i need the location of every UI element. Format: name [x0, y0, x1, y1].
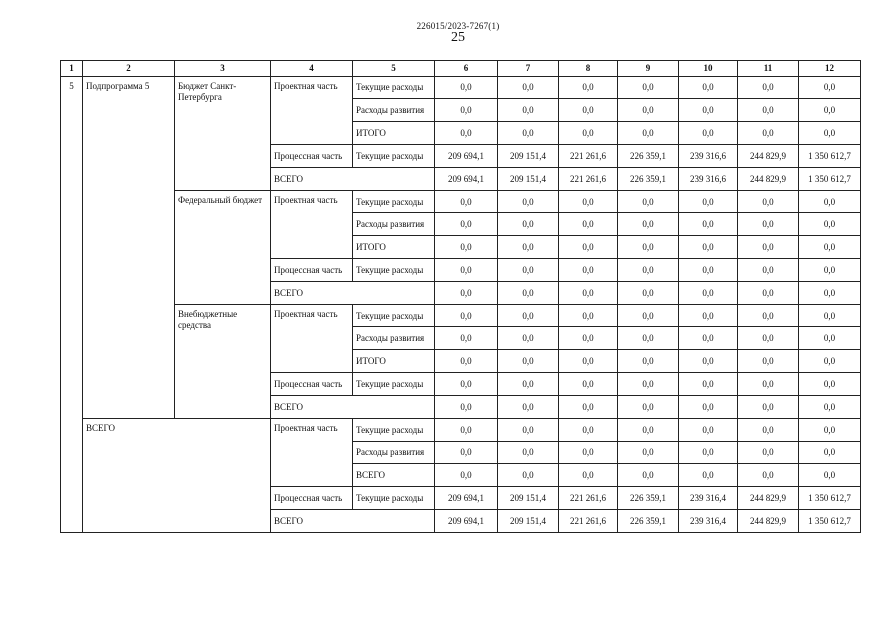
budget-table: [60, 60, 861, 533]
project-part-cell: Проектная часть: [271, 418, 353, 486]
value-cell: 221 261,6: [559, 509, 618, 532]
value-cell: 0,0: [618, 418, 679, 441]
value-cell: 0,0: [679, 236, 738, 259]
value-cell: 1 350 612,7: [799, 487, 861, 510]
expense-type-cell: ИТОГО: [353, 350, 435, 373]
value-cell: 0,0: [435, 418, 498, 441]
column-number-row: [61, 61, 861, 77]
value-cell: 226 359,1: [618, 487, 679, 510]
value-cell: 0,0: [738, 418, 799, 441]
value-cell: 0,0: [679, 418, 738, 441]
value-cell: 221 261,6: [559, 487, 618, 510]
value-cell: 0,0: [799, 76, 861, 99]
value-cell: 221 261,6: [559, 167, 618, 190]
value-cell: 0,0: [498, 418, 559, 441]
expense-type-cell: ИТОГО: [353, 236, 435, 259]
value-cell: 0,0: [559, 281, 618, 304]
value-cell: 0,0: [738, 464, 799, 487]
process-part-cell: Процессная часть: [271, 373, 353, 396]
grand-total-label-cell: ВСЕГО: [83, 418, 271, 532]
value-cell: 0,0: [738, 259, 799, 282]
value-cell: 0,0: [738, 441, 799, 464]
total-label-cell: ВСЕГО: [271, 167, 435, 190]
value-cell: 239 316,6: [679, 144, 738, 167]
value-cell: 0,0: [435, 122, 498, 145]
value-cell: 0,0: [435, 99, 498, 122]
value-cell: 209 151,4: [498, 509, 559, 532]
value-cell: 0,0: [559, 327, 618, 350]
funding-source-cell: Внебюджетные средства: [175, 304, 271, 418]
value-cell: 1 350 612,7: [799, 167, 861, 190]
total-label-cell: ВСЕГО: [271, 395, 435, 418]
value-cell: 0,0: [435, 327, 498, 350]
value-cell: 0,0: [799, 464, 861, 487]
value-cell: 0,0: [435, 281, 498, 304]
value-cell: 0,0: [618, 190, 679, 213]
value-cell: 0,0: [799, 213, 861, 236]
value-cell: 0,0: [559, 464, 618, 487]
value-cell: 0,0: [498, 441, 559, 464]
expense-type-cell: Расходы развития: [353, 327, 435, 350]
expense-type-cell: Текущие расходы: [353, 144, 435, 167]
column-number-cell: 6: [435, 61, 498, 77]
expense-type-cell: Текущие расходы: [353, 373, 435, 396]
row-number-cell: 5: [61, 76, 83, 532]
column-number-cell: 11: [738, 61, 799, 77]
value-cell: 209 694,1: [435, 144, 498, 167]
value-cell: 0,0: [799, 99, 861, 122]
value-cell: 0,0: [498, 213, 559, 236]
value-cell: 239 316,4: [679, 487, 738, 510]
value-cell: 0,0: [679, 122, 738, 145]
value-cell: 0,0: [679, 350, 738, 373]
value-cell: 0,0: [799, 236, 861, 259]
column-number-cell: 8: [559, 61, 618, 77]
value-cell: 0,0: [498, 395, 559, 418]
value-cell: 0,0: [679, 395, 738, 418]
value-cell: 0,0: [435, 350, 498, 373]
funding-source-cell: Бюджет Санкт-Петербурга: [175, 76, 271, 190]
value-cell: 0,0: [679, 99, 738, 122]
expense-type-cell: ВСЕГО: [353, 464, 435, 487]
page-number: 25: [451, 30, 465, 45]
value-cell: 226 359,1: [618, 509, 679, 532]
value-cell: 0,0: [435, 213, 498, 236]
column-number-cell: 1: [61, 61, 83, 77]
column-number-cell: 5: [353, 61, 435, 77]
expense-type-cell: ИТОГО: [353, 122, 435, 145]
value-cell: 209 151,4: [498, 167, 559, 190]
value-cell: 0,0: [618, 304, 679, 327]
value-cell: 0,0: [738, 122, 799, 145]
value-cell: 0,0: [559, 99, 618, 122]
expense-type-cell: Текущие расходы: [353, 418, 435, 441]
value-cell: 0,0: [799, 418, 861, 441]
value-cell: 0,0: [559, 190, 618, 213]
value-cell: 0,0: [618, 99, 679, 122]
column-number-cell: 7: [498, 61, 559, 77]
value-cell: 226 359,1: [618, 144, 679, 167]
value-cell: 209 694,1: [435, 487, 498, 510]
value-cell: 0,0: [435, 76, 498, 99]
value-cell: 0,0: [498, 259, 559, 282]
value-cell: 0,0: [799, 395, 861, 418]
value-cell: 0,0: [498, 281, 559, 304]
column-number-cell: 9: [618, 61, 679, 77]
value-cell: 0,0: [618, 281, 679, 304]
value-cell: 0,0: [679, 373, 738, 396]
value-cell: 226 359,1: [618, 167, 679, 190]
value-cell: 0,0: [559, 236, 618, 259]
column-number-cell: 10: [679, 61, 738, 77]
value-cell: 0,0: [738, 350, 799, 373]
value-cell: 239 316,4: [679, 509, 738, 532]
value-cell: 0,0: [498, 373, 559, 396]
value-cell: 0,0: [559, 76, 618, 99]
value-cell: 0,0: [679, 76, 738, 99]
value-cell: 0,0: [738, 76, 799, 99]
value-cell: 0,0: [498, 304, 559, 327]
column-number-cell: 4: [271, 61, 353, 77]
process-part-cell: Процессная часть: [271, 259, 353, 282]
value-cell: 0,0: [618, 327, 679, 350]
value-cell: 0,0: [799, 259, 861, 282]
value-cell: 0,0: [738, 327, 799, 350]
value-cell: 0,0: [435, 441, 498, 464]
value-cell: 0,0: [738, 236, 799, 259]
value-cell: 0,0: [498, 190, 559, 213]
project-part-cell: Проектная часть: [271, 304, 353, 372]
value-cell: 0,0: [799, 441, 861, 464]
value-cell: 0,0: [435, 304, 498, 327]
value-cell: 0,0: [435, 395, 498, 418]
value-cell: 0,0: [498, 350, 559, 373]
value-cell: 0,0: [618, 236, 679, 259]
value-cell: 0,0: [618, 464, 679, 487]
value-cell: 244 829,9: [738, 144, 799, 167]
value-cell: 0,0: [559, 418, 618, 441]
expense-type-cell: Текущие расходы: [353, 259, 435, 282]
value-cell: 244 829,9: [738, 509, 799, 532]
expense-type-cell: Расходы развития: [353, 213, 435, 236]
project-part-cell: Проектная часть: [271, 190, 353, 258]
value-cell: 0,0: [679, 327, 738, 350]
value-cell: 0,0: [738, 304, 799, 327]
value-cell: 0,0: [559, 350, 618, 373]
value-cell: 221 261,6: [559, 144, 618, 167]
value-cell: 0,0: [799, 373, 861, 396]
value-cell: 0,0: [679, 281, 738, 304]
column-number-cell: 2: [83, 61, 175, 77]
value-cell: 0,0: [618, 395, 679, 418]
value-cell: 0,0: [435, 190, 498, 213]
value-cell: 0,0: [559, 213, 618, 236]
value-cell: 0,0: [738, 99, 799, 122]
value-cell: 0,0: [738, 395, 799, 418]
expense-type-cell: Текущие расходы: [353, 487, 435, 510]
source-row: [61, 304, 861, 327]
funding-source-cell: Федеральный бюджет: [175, 190, 271, 304]
value-cell: 0,0: [799, 304, 861, 327]
value-cell: 0,0: [435, 236, 498, 259]
value-cell: 0,0: [799, 281, 861, 304]
value-cell: 0,0: [618, 373, 679, 396]
value-cell: 0,0: [679, 190, 738, 213]
document-number: 226015/2023-7267(1): [416, 21, 500, 31]
value-cell: 0,0: [559, 395, 618, 418]
expense-type-cell: Текущие расходы: [353, 190, 435, 213]
source-row: [61, 76, 861, 99]
column-number-cell: 12: [799, 61, 861, 77]
value-cell: 0,0: [498, 99, 559, 122]
value-cell: 209 151,4: [498, 144, 559, 167]
value-cell: 0,0: [498, 76, 559, 99]
value-cell: 0,0: [435, 373, 498, 396]
value-cell: 0,0: [799, 190, 861, 213]
value-cell: 0,0: [498, 122, 559, 145]
value-cell: 0,0: [498, 464, 559, 487]
value-cell: 0,0: [679, 213, 738, 236]
value-cell: 209 694,1: [435, 509, 498, 532]
expense-type-cell: Текущие расходы: [353, 76, 435, 99]
value-cell: 0,0: [559, 304, 618, 327]
value-cell: 0,0: [799, 350, 861, 373]
value-cell: 0,0: [559, 122, 618, 145]
value-cell: 209 151,4: [498, 487, 559, 510]
value-cell: 0,0: [435, 464, 498, 487]
value-cell: 0,0: [618, 213, 679, 236]
value-cell: 0,0: [498, 327, 559, 350]
process-part-cell: Процессная часть: [271, 144, 353, 167]
value-cell: 0,0: [559, 373, 618, 396]
value-cell: 1 350 612,7: [799, 509, 861, 532]
total-label-cell: ВСЕГО: [271, 509, 435, 532]
value-cell: 0,0: [618, 76, 679, 99]
value-cell: 244 829,9: [738, 167, 799, 190]
total-label-cell: ВСЕГО: [271, 281, 435, 304]
value-cell: 0,0: [738, 213, 799, 236]
project-part-cell: Проектная часть: [271, 76, 353, 144]
value-cell: 0,0: [618, 259, 679, 282]
value-cell: 0,0: [559, 259, 618, 282]
grand-total-row: [61, 418, 861, 441]
value-cell: 0,0: [738, 373, 799, 396]
expense-type-cell: Расходы развития: [353, 441, 435, 464]
process-part-cell: Процессная часть: [271, 487, 353, 510]
column-number-cell: 3: [175, 61, 271, 77]
value-cell: 209 694,1: [435, 167, 498, 190]
value-cell: 1 350 612,7: [799, 144, 861, 167]
value-cell: 0,0: [618, 350, 679, 373]
value-cell: 0,0: [799, 122, 861, 145]
value-cell: 0,0: [559, 441, 618, 464]
source-row: [61, 190, 861, 213]
value-cell: 0,0: [738, 281, 799, 304]
value-cell: 244 829,9: [738, 487, 799, 510]
value-cell: 0,0: [679, 464, 738, 487]
value-cell: 0,0: [435, 259, 498, 282]
value-cell: 0,0: [679, 259, 738, 282]
value-cell: 0,0: [738, 190, 799, 213]
expense-type-cell: Текущие расходы: [353, 304, 435, 327]
subprogram-name-cell: Подпрограмма 5: [83, 76, 175, 418]
value-cell: 0,0: [618, 122, 679, 145]
expense-type-cell: Расходы развития: [353, 99, 435, 122]
value-cell: 0,0: [679, 304, 738, 327]
value-cell: 0,0: [799, 327, 861, 350]
value-cell: 0,0: [498, 236, 559, 259]
value-cell: 239 316,6: [679, 167, 738, 190]
value-cell: 0,0: [618, 441, 679, 464]
value-cell: 0,0: [679, 441, 738, 464]
